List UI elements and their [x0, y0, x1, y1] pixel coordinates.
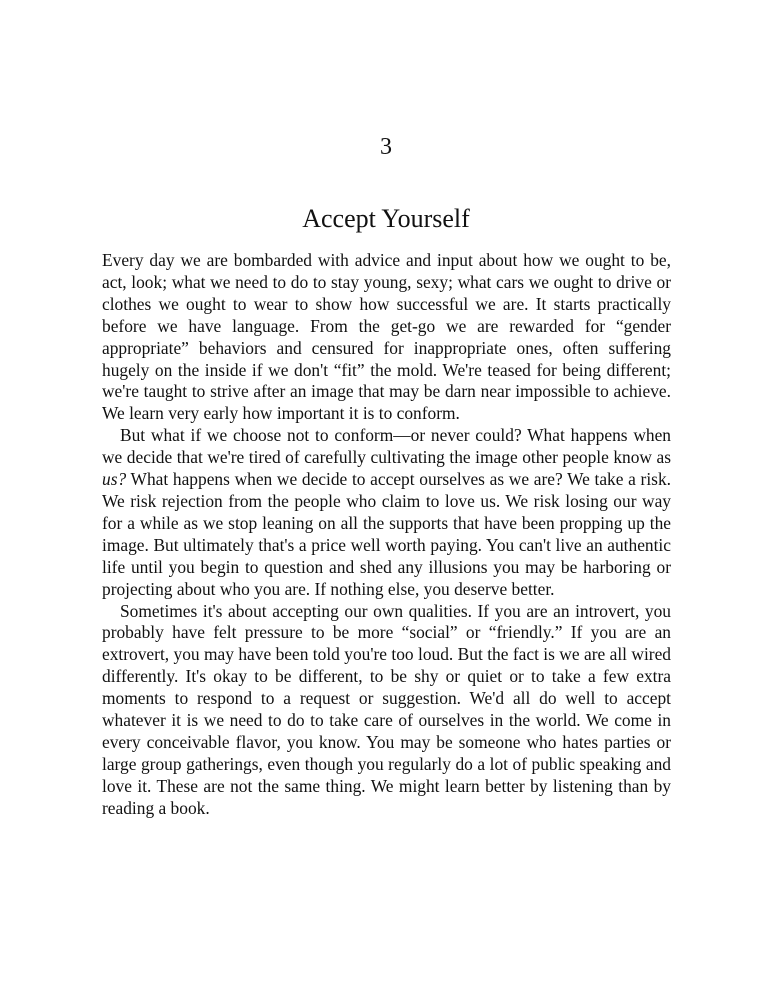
paragraph-2 — [102, 425, 671, 600]
chapter-number: 3 — [380, 134, 392, 160]
chapter-title: Accept Yourself — [302, 204, 470, 233]
chapter-body — [102, 250, 671, 820]
paragraph-2-text-end: What happens when we decide to accept ourselves as we are? We take a risk. We risk rejection from the people who claim to love us. We risk losing our way for a while as we stop leaning on all the supports that have been propping up the image. But ultimately that's a price well worth paying. You can't live an authentic life until you begin to question and shed any illusions you may be harboring or projecting about who you are. If nothing else, you deserve better. — [102, 469, 671, 599]
paragraph-1: Every day we are bombarded with advice and input about how we ought to be, act, look; what we need to do to stay young, sexy; what cars we ought to drive or clothes we ought to wear to show how successful we are. It starts practically before we have language. From the get-go we are rewarded for “gender appropriate” behaviors and censured for inappropriate ones, often suffering hugely on the inside if we don't “fit” the mold. We're teased for being different; we're taught to strive after an image that may be darn near impossible to achieve. We learn very early how important it is to conform. — [102, 250, 671, 424]
paragraph-2-text-start: But what if we choose not to conform—or never could? What happens when we decide that we're tired of carefully cultivating the image other people know as — [102, 425, 671, 468]
paragraph-2-italic: us? — [102, 469, 127, 490]
paragraph-3: Sometimes it's about accepting our own qualities. If you are an introvert, you probably have felt pressure to be more “social” or “friendly.” If you are an extrovert, you may have been told you're too loud. But the fact is we are all wired differently. It's okay to be different, to be shy or quiet or to take a few extra moments to respond to a request or suggestion. We'd all do well to accept whatever it is we need to do to take care of ourselves in the world. We come in every conceivable flavor, you know. You may be someone who hates parties or large group gatherings, even though you regularly do a lot of public speaking and love it. These are not the same thing. We might learn better by listening than by reading a book. — [102, 600, 671, 818]
